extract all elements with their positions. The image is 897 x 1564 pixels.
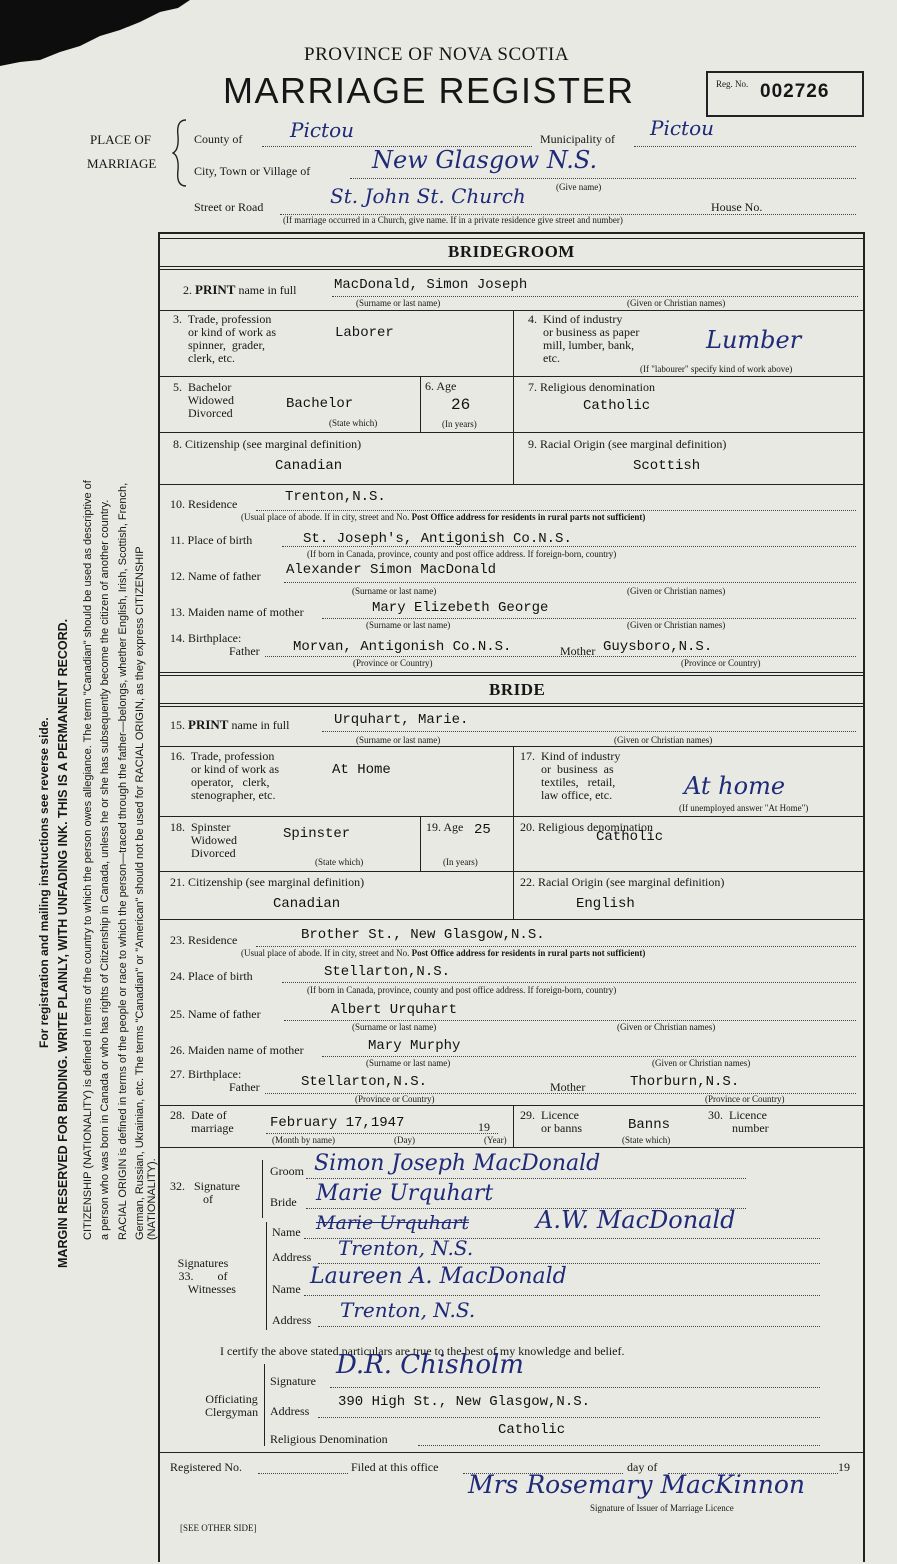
bride-residence: Brother St., New Glasgow,N.S. xyxy=(301,927,545,943)
groom-father-label: 12. Name of father xyxy=(170,569,261,583)
issuer-signature: Mrs Rosemary MacKinnon xyxy=(468,1470,805,1499)
bride-state-which: (State which) xyxy=(315,857,364,867)
groom-state-which: (State which) xyxy=(329,418,378,428)
sidebar-line-6: German, Russian, Ukrainian, etc. The terms "Canadian" or "American" should not be used for RACIAL ORIGIN, as they express CITIZENSHIP (NATIONALITY). xyxy=(134,546,158,1240)
church-value: St. John St. Church xyxy=(330,184,526,208)
groom-name: MacDonald, Simon Joseph xyxy=(334,277,528,293)
reg-number-box xyxy=(706,71,864,117)
month-caption: (Month by name) xyxy=(272,1135,335,1145)
city-value: New Glasgow N.S. xyxy=(372,146,598,174)
groom-father-given-cap: (Given or Christian names) xyxy=(627,586,726,596)
bride-industry-label: 17. Kind of industry or business as textiles, retail, law office, etc. xyxy=(520,749,621,802)
bride-father-province-cap: (Province or Country) xyxy=(355,1094,435,1104)
bridegroom-heading: BRIDEGROOM xyxy=(448,242,575,261)
house-label: House No. xyxy=(711,200,763,214)
bride-status: Spinster xyxy=(283,826,351,842)
w1-address-label: Address xyxy=(272,1250,312,1264)
w2-address-label: Address xyxy=(272,1313,312,1327)
state-which-caption: (State which) xyxy=(622,1135,671,1145)
groom-birth-label: 11. Place of birth xyxy=(170,533,253,547)
bracket-icon xyxy=(172,118,188,188)
w1-name: A.W. MacDonald xyxy=(536,1206,736,1234)
place-label-2: MARRIAGE xyxy=(87,156,157,171)
municipality-value: Pictou xyxy=(650,116,715,140)
bride-mother-province-cap: (Province or Country) xyxy=(705,1094,785,1104)
licence-value: Banns xyxy=(628,1117,671,1133)
bride-mother-word: Mother xyxy=(550,1080,586,1094)
bride-father-word: Father xyxy=(229,1080,260,1094)
bride-given-caption: (Given or Christian names) xyxy=(614,735,713,745)
date-label: 28. Date of marriage xyxy=(170,1108,234,1135)
bride-father: Albert Urquhart xyxy=(331,1002,458,1018)
county-label: County of xyxy=(194,132,243,146)
groom-trade-label: 3. Trade, profession or kind of work as spinner, grader, clerk, etc. xyxy=(173,312,276,365)
bride-name-label: 15. PRINT name in full xyxy=(170,717,290,732)
sidebar-line-1: For registration and mailing instructions see reverse side. xyxy=(37,717,51,1048)
groom-birthplace-label: 14. Birthplace: xyxy=(170,631,242,645)
bride-age-label: 19. Age xyxy=(426,820,464,834)
clergy-signature-label: Signature xyxy=(270,1374,316,1388)
groom-residence-label: 10. Residence xyxy=(170,497,238,511)
bride-birth-label: 24. Place of birth xyxy=(170,969,253,983)
sidebar-line-5: RACIAL ORIGIN is defined in terms of the people or race to which the person—traced through the father—belongs, whether English, Irish, Scottish, French, xyxy=(117,482,129,1240)
year-caption: (Year) xyxy=(484,1135,507,1145)
bride-mother-surname-cap: (Surname or last name) xyxy=(366,1058,451,1068)
groom-citizenship: Canadian xyxy=(275,458,343,474)
witness-label: Signatures 33. of Witnesses xyxy=(177,1256,236,1296)
bride-trade-label: 16. Trade, profession or kind of work as operator, clerk, stenographer, etc. xyxy=(170,749,279,802)
bride-industry-note: (If unemployed answer "At Home") xyxy=(679,803,809,813)
religious-denom-label: Religious Denomination xyxy=(270,1432,388,1446)
bride-birthplace-label: 27. Birthplace: xyxy=(170,1067,242,1081)
signature-of-label: 32. Signature of xyxy=(170,1179,240,1206)
sidebar-line-2: MARGIN RESERVED FOR BINDING. WRITE PLAINLY, WITH UNFADING INK. THIS IS A PERMANENT RECORD. xyxy=(56,618,70,1268)
groom-birth: St. Joseph's, Antigonish Co.N.S. xyxy=(303,531,572,547)
groom-father-province-cap: (Province or Country) xyxy=(353,658,433,668)
sidebar-line-3: CITIZENSHIP (NATIONALITY) is defined in terms of the country to which the person owes allegiance. The term "Canadian" should be used as descriptive of xyxy=(82,480,94,1240)
groom-industry-note: (If "labourer" specify kind of work above) xyxy=(640,364,793,374)
city-label: City, Town or Village of xyxy=(194,164,311,178)
groom-industry: Lumber xyxy=(706,326,802,354)
bride-citizenship: Canadian xyxy=(273,896,341,912)
bride-birth: Stellarton,N.S. xyxy=(324,964,451,980)
bride-father-birth: Stellarton,N.S. xyxy=(301,1074,428,1090)
bride-name: Urquhart, Marie. xyxy=(334,712,469,728)
groom-age-label: 6. Age xyxy=(425,379,457,393)
licence-label: 29. Licence or banns xyxy=(520,1108,582,1135)
see-other-side: [SEE OTHER SIDE] xyxy=(180,1523,257,1533)
groom-age: 26 xyxy=(451,396,471,414)
groom-father-word: Father xyxy=(229,644,260,658)
groom-mother: Mary Elizebeth George xyxy=(372,600,549,616)
municipality-label: Municipality of xyxy=(540,132,615,146)
groom-citizenship-label: 8. Citizenship (see marginal definition) xyxy=(173,437,362,451)
groom-residence-note: (Usual place of abode. If in city, street and No. Post Office address for residents in rural parts not sufficient) xyxy=(241,512,646,522)
groom-father-surname-cap: (Surname or last name) xyxy=(352,586,437,596)
day-of-label: day of xyxy=(627,1460,658,1474)
groom-birth-note: (If born in Canada, province, county and post office address. If foreign-born, country) xyxy=(307,549,617,559)
groom-mother-given-cap: (Given or Christian names) xyxy=(627,620,726,630)
w2-address: Trenton, N.S. xyxy=(340,1298,476,1322)
give-name-caption: (Give name) xyxy=(556,182,602,192)
bride-racial: English xyxy=(576,896,635,912)
county-value: Pictou xyxy=(290,118,355,142)
officiating-label: Officiating Clergyman xyxy=(205,1392,259,1419)
reg-number: 002726 xyxy=(760,81,830,102)
bride-heading: BRIDE xyxy=(489,680,546,699)
bride-mother: Mary Murphy xyxy=(368,1038,461,1054)
clergy-address: 390 High St., New Glasgow,N.S. xyxy=(338,1394,591,1410)
registered-label: Registered No. xyxy=(170,1460,242,1474)
groom-signature: Simon Joseph MacDonald xyxy=(314,1151,601,1176)
groom-father: Alexander Simon MacDonald xyxy=(286,562,497,578)
w2-name-label: Name xyxy=(272,1282,301,1296)
groom-trade: Laborer xyxy=(335,325,394,341)
bride-birth-note: (If born in Canada, province, county and post office address. If foreign-born, country) xyxy=(307,985,617,995)
street-label: Street or Road xyxy=(194,200,264,214)
bride-citizenship-label: 21. Citizenship (see marginal definition) xyxy=(170,875,365,889)
w1-struck-signature: Marie Urquhart xyxy=(316,1212,470,1234)
province-heading: PROVINCE OF NOVA SCOTIA xyxy=(304,44,570,65)
bride-sig-label: Bride xyxy=(270,1195,297,1209)
groom-given-caption: (Given or Christian names) xyxy=(627,298,726,308)
groom-surname-caption: (Surname or last name) xyxy=(356,298,441,308)
bride-father-label: 25. Name of father xyxy=(170,1007,261,1021)
bride-signature: Marie Urquhart xyxy=(316,1181,494,1206)
bride-mother-given-cap: (Given or Christian names) xyxy=(652,1058,751,1068)
footer-year-suffix: 19 xyxy=(838,1460,850,1474)
groom-mother-province-cap: (Province or Country) xyxy=(681,658,761,668)
groom-status-label: 5. Bachelor Widowed Divorced xyxy=(173,380,234,420)
marriage-date: February 17,1947 xyxy=(270,1115,405,1131)
bride-industry: At home xyxy=(684,772,786,800)
clergy-signature: D.R. Chisholm xyxy=(336,1350,524,1380)
bride-mother-birth: Thorburn,N.S. xyxy=(630,1074,740,1090)
groom-residence: Trenton,N.S. xyxy=(285,489,386,505)
bride-father-surname-cap: (Surname or last name) xyxy=(352,1022,437,1032)
w2-name: Laureen A. MacDonald xyxy=(310,1264,567,1289)
clergy-denom: Catholic xyxy=(498,1422,566,1438)
groom-mother-label: 13. Maiden name of mother xyxy=(170,605,304,619)
place-label-1: PLACE OF xyxy=(90,132,152,147)
marriage-year-suffix: 19 xyxy=(478,1120,490,1134)
issuer-caption: Signature of Issuer of Marriage Licence xyxy=(590,1503,734,1513)
groom-religion: Catholic xyxy=(583,398,651,414)
certify-statement: I certify the above stated particulars are true to the best of my knowledge and belief. xyxy=(220,1344,625,1358)
bride-religion: Catholic xyxy=(596,829,664,845)
groom-religion-label: 7. Religious denomination xyxy=(528,380,655,394)
groom-status: Bachelor xyxy=(286,396,354,412)
groom-mother-birth: Guysboro,N.S. xyxy=(603,639,713,655)
bride-residence-label: 23. Residence xyxy=(170,933,238,947)
bride-trade: At Home xyxy=(332,762,391,778)
groom-name-label: 2. PRINT name in full xyxy=(183,282,297,297)
groom-mother-surname-cap: (Surname or last name) xyxy=(366,620,451,630)
groom-industry-label: 4. Kind of industry or business as paper mill, lumber, bank, etc. xyxy=(528,312,640,365)
w1-name-label: Name xyxy=(272,1225,301,1239)
groom-father-birth: Morvan, Antigonish Co.N.S. xyxy=(293,639,512,655)
bride-in-years: (In years) xyxy=(443,857,478,867)
bride-mother-label: 26. Maiden name of mother xyxy=(170,1043,304,1057)
bride-father-given-cap: (Given or Christian names) xyxy=(617,1022,716,1032)
reg-label: Reg. No. xyxy=(716,79,749,89)
groom-racial-label: 9. Racial Origin (see marginal definition) xyxy=(528,437,727,451)
filed-label: Filed at this office xyxy=(351,1460,439,1474)
licence-number-label: 30. Licence number xyxy=(708,1108,769,1135)
w1-address: Trenton, N.S. xyxy=(338,1236,474,1260)
sidebar-line-4: a person who was born in Canada or who has rights of Citizenship in Canada, unless he or she has subsequently become the citizen of another country. xyxy=(99,499,111,1240)
page-title: MARRIAGE REGISTER xyxy=(223,70,635,111)
torn-corner xyxy=(0,0,200,70)
bride-status-label: 18. Spinster Widowed Divorced xyxy=(170,820,237,860)
groom-sig-label: Groom xyxy=(270,1164,304,1178)
groom-in-years: (In years) xyxy=(442,419,477,429)
bride-surname-caption: (Surname or last name) xyxy=(356,735,441,745)
groom-racial: Scottish xyxy=(633,458,701,474)
bride-age: 25 xyxy=(474,822,491,838)
groom-mother-word: Mother xyxy=(560,644,596,658)
clergy-address-label: Address xyxy=(270,1404,310,1418)
bride-residence-note: (Usual place of abode. If in city, street and No. Post Office address for residents in rural parts not sufficient) xyxy=(241,948,646,958)
day-caption: (Day) xyxy=(394,1135,415,1145)
bride-racial-label: 22. Racial Origin (see marginal definition) xyxy=(520,875,725,889)
street-note: (If marriage occurred in a Church, give name. If in a private residence give street and number) xyxy=(283,215,623,225)
bride-religion-label: 20. Religious denomination xyxy=(520,820,653,834)
